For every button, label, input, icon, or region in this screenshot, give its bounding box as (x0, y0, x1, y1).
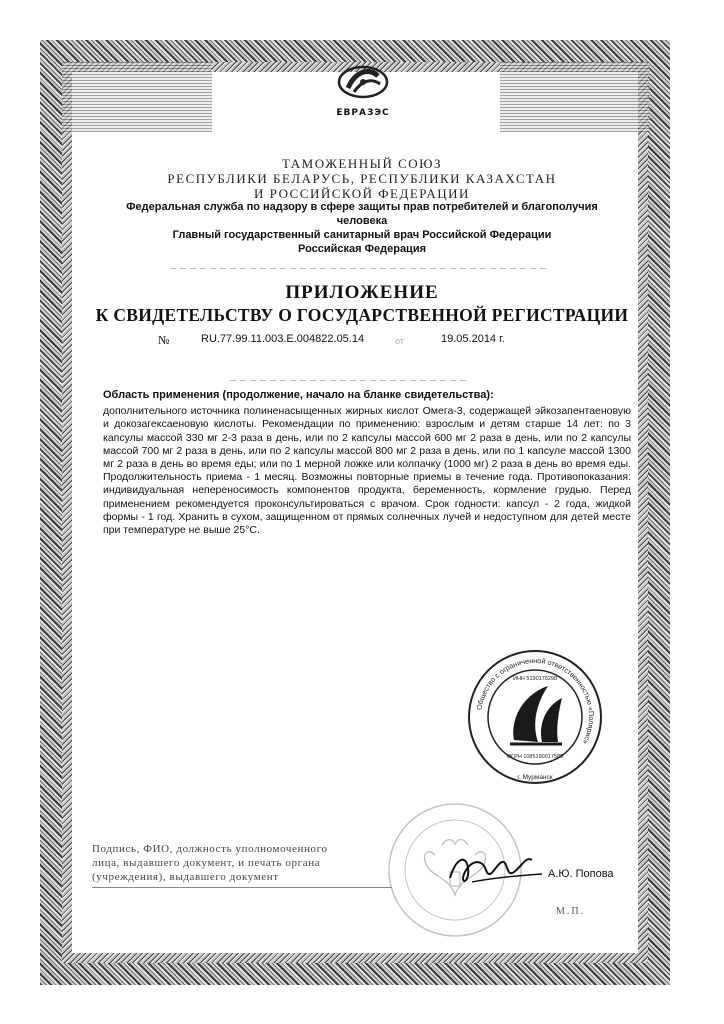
union-line: РЕСПУБЛИКИ БЕЛАРУСЬ, РЕСПУБЛИКИ КАЗАХСТАН (167, 171, 557, 186)
handwritten-signature (442, 838, 552, 898)
registration-line (155, 333, 595, 349)
sail-logo-icon (510, 686, 562, 744)
stamp-inn: ИНН 5190178298 (512, 676, 558, 682)
authority-heading (100, 200, 624, 256)
signature-label (92, 842, 412, 884)
stamp-ring-text: Общество с ограниченной ответственностью «Полярис» (474, 655, 597, 746)
registration-date: 19.05.2014 г. (441, 333, 505, 345)
eurasec-emblem (318, 62, 408, 118)
scope-heading: Область применения (продолжение, начало на бланке свидетельства): (103, 389, 494, 401)
emblem-name: ЕВРАЗЭС (336, 108, 390, 118)
stamp-ogrn: ОГРН 1085190017580 (506, 754, 564, 760)
decorative-corner (62, 62, 212, 132)
document-title: ПРИЛОЖЕНИЕ (285, 282, 439, 303)
signature-underline (92, 887, 392, 888)
signature-label-line: лица, выдавшего документ, и печать органа (92, 857, 321, 869)
signature-label-line: (учреждения), выдавшего документ (92, 871, 279, 883)
authority-line: Главный государственный санитарный врач Российской Федерации (172, 229, 552, 241)
divider (230, 380, 470, 381)
scope-of-application (103, 389, 631, 537)
document-subtitle: К СВИДЕТЕЛЬСТВУ О ГОСУДАРСТВЕННОЙ РЕГИСТРАЦИИ (95, 305, 629, 325)
scope-text: дополнительного источника полиненасыщенных жирных кислот Омега-3, содержащей эйкозапентаеновую и докозагексаеновую кислоты. Рекомендации по применению: взрослым и детям старше 14 лет: по 3 капсулы массой 330 мг 2-3 раза в день, или по 2 капсулы массой 600 мг 2 раза в день, или по 2 капсулы массой 700 мг 2 раза в день, или по 2 капсулы массой 800 мг 2 раза в день, или по 1 капсуле массой 1300 мг 2 раза в день во время еды; или по 1 мерной ложке или колпачку (1000 мг) 2 раза в день во время еды. Продолжительность приема - 1 месяц. Возможны повторные приемы в течение года. Противопоказания: индивидуальная непереносимость компонентов продукта, беременность, кормление грудью. Перед применением рекомендуется проконсультироваться с врачом. Срок годности: капсул - 2 года, жидкой формы - 1 год. Хранить в сухом, защищенном от прямых солнечных лучей и недоступном для детей месте при температуре не выше 25°С. (103, 405, 631, 537)
union-line: ТАМОЖЕННЫЙ СОЮЗ (281, 156, 443, 171)
signer-name: А.Ю. Попова (548, 868, 614, 880)
registration-number: RU.77.99.11.003.Е.004822.05.14 (201, 333, 365, 345)
stamp-city: г. Мурманск (517, 774, 553, 781)
union-line: И РОССИЙСКОЙ ФЕДЕРАЦИИ (254, 186, 470, 201)
decorative-corner (500, 62, 650, 132)
number-label: № (158, 333, 170, 347)
stamp-place-mark: М.П. (556, 906, 586, 917)
authority-line: Федеральная служба по надзору в сфере защиты прав потребителей и благополучия человека (126, 201, 598, 227)
union-heading (100, 156, 624, 201)
authority-line: Российская Федерация (298, 243, 426, 255)
date-label: от (395, 336, 404, 346)
organization-stamp (466, 648, 604, 786)
eurasec-logo-icon (336, 62, 390, 102)
signature-label-line: Подпись, ФИО, должность уполномоченного (92, 843, 328, 855)
divider (170, 268, 550, 269)
